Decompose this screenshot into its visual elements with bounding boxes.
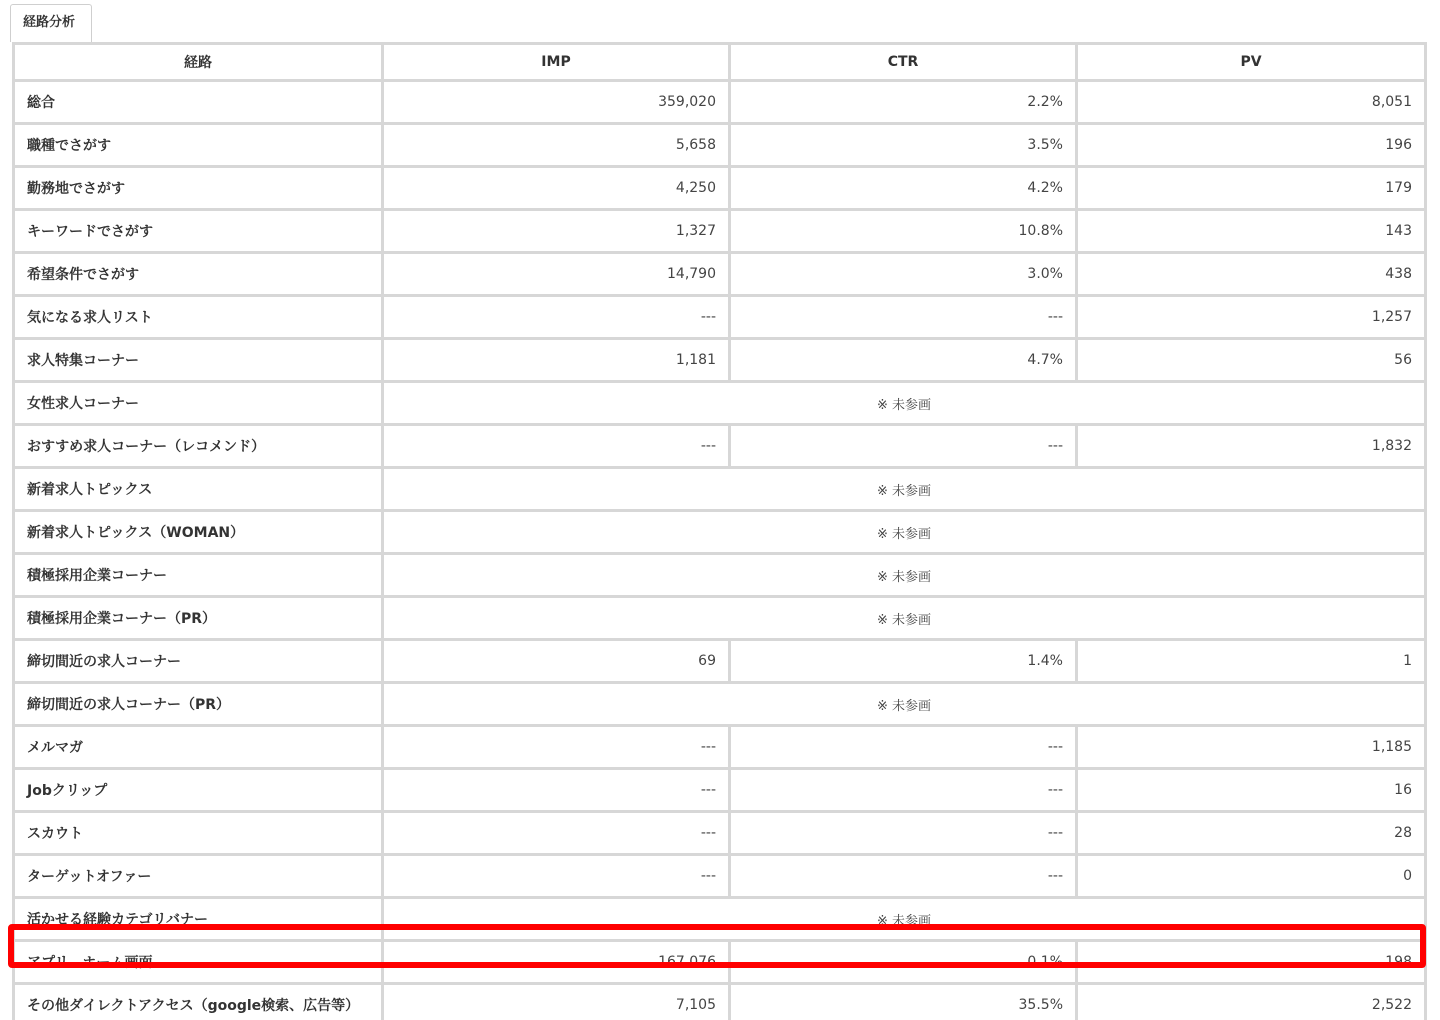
table-row [14, 640, 1426, 683]
imp-cell: 167,076 [383, 941, 730, 984]
ctr-cell: 35.5% [730, 984, 1077, 1020]
table-row [14, 683, 1426, 726]
route-name-cell: 希望条件でさがす [14, 253, 383, 296]
imp-cell: 359,020 [383, 81, 730, 124]
table-body [14, 81, 1426, 1020]
imp-cell: 1,181 [383, 339, 730, 382]
table-row [14, 210, 1426, 253]
imp-cell: 1,327 [383, 210, 730, 253]
ctr-cell: --- [730, 769, 1077, 812]
imp-cell: --- [383, 726, 730, 769]
not-participating-cell: ※ 未参画 [383, 468, 1426, 511]
route-name-cell: アプリ ホーム画面 [14, 941, 383, 984]
route-name-cell: その他ダイレクトアクセス（google検索、広告等） [14, 984, 383, 1020]
pv-cell: 56 [1077, 339, 1426, 382]
route-name-cell: 新着求人トピックス [14, 468, 383, 511]
table-row [14, 253, 1426, 296]
imp-cell: 14,790 [383, 253, 730, 296]
pv-cell: 8,051 [1077, 81, 1426, 124]
table-row [14, 339, 1426, 382]
ctr-cell: 4.2% [730, 167, 1077, 210]
imp-cell: 4,250 [383, 167, 730, 210]
route-name-cell: 積極採用企業コーナー [14, 554, 383, 597]
table-row [14, 726, 1426, 769]
ctr-cell: 3.0% [730, 253, 1077, 296]
imp-cell: 5,658 [383, 124, 730, 167]
table-row [14, 425, 1426, 468]
pv-cell: 438 [1077, 253, 1426, 296]
route-name-cell: メルマガ [14, 726, 383, 769]
table-row [14, 468, 1426, 511]
route-name-cell: Jobクリップ [14, 769, 383, 812]
pv-cell: 1 [1077, 640, 1426, 683]
table-row [14, 124, 1426, 167]
pv-cell: 198 [1077, 941, 1426, 984]
not-participating-cell: ※ 未参画 [383, 683, 1426, 726]
ctr-cell: 0.1% [730, 941, 1077, 984]
not-participating-cell: ※ 未参画 [383, 597, 1426, 640]
table-row [14, 511, 1426, 554]
imp-cell: --- [383, 425, 730, 468]
ctr-cell: 3.5% [730, 124, 1077, 167]
table-row [14, 855, 1426, 898]
imp-cell: 69 [383, 640, 730, 683]
not-participating-cell: ※ 未参画 [383, 554, 1426, 597]
imp-cell: --- [383, 855, 730, 898]
table-row [14, 167, 1426, 210]
route-name-cell: 積極採用企業コーナー（PR） [14, 597, 383, 640]
pv-cell: 1,185 [1077, 726, 1426, 769]
column-header-ctr: CTR [730, 44, 1077, 81]
route-name-cell: ターゲットオファー [14, 855, 383, 898]
column-header-pv: PV [1077, 44, 1426, 81]
route-name-cell: 締切間近の求人コーナー [14, 640, 383, 683]
not-participating-cell: ※ 未参画 [383, 382, 1426, 425]
route-name-cell: 職種でさがす [14, 124, 383, 167]
pv-cell: 179 [1077, 167, 1426, 210]
ctr-cell: --- [730, 812, 1077, 855]
route-name-cell: 気になる求人リスト [14, 296, 383, 339]
table-row [14, 597, 1426, 640]
imp-cell: --- [383, 812, 730, 855]
route-name-cell: 新着求人トピックス（WOMAN） [14, 511, 383, 554]
ctr-cell: --- [730, 296, 1077, 339]
not-participating-cell: ※ 未参画 [383, 511, 1426, 554]
ctr-cell: 4.7% [730, 339, 1077, 382]
tab-route-analysis[interactable]: 経路分析 [10, 4, 92, 42]
table-row [14, 812, 1426, 855]
ctr-cell: --- [730, 425, 1077, 468]
pv-cell: 16 [1077, 769, 1426, 812]
table-header-row [14, 44, 1426, 81]
route-name-cell: スカウト [14, 812, 383, 855]
ctr-cell: 10.8% [730, 210, 1077, 253]
imp-cell: --- [383, 769, 730, 812]
table-row [14, 382, 1426, 425]
column-header-imp: IMP [383, 44, 730, 81]
table-row [14, 769, 1426, 812]
route-name-cell: キーワードでさがす [14, 210, 383, 253]
route-analysis-table [12, 42, 1427, 1020]
pv-cell: 1,257 [1077, 296, 1426, 339]
table-row [14, 984, 1426, 1020]
route-name-cell: 勤務地でさがす [14, 167, 383, 210]
route-name-cell: 女性求人コーナー [14, 382, 383, 425]
pv-cell: 143 [1077, 210, 1426, 253]
pv-cell: 28 [1077, 812, 1426, 855]
ctr-cell: --- [730, 855, 1077, 898]
pv-cell: 1,832 [1077, 425, 1426, 468]
not-participating-cell: ※ 未参画 [383, 898, 1426, 941]
route-name-cell: 求人特集コーナー [14, 339, 383, 382]
pv-cell: 2,522 [1077, 984, 1426, 1020]
table-row [14, 296, 1426, 339]
imp-cell: 7,105 [383, 984, 730, 1020]
route-name-cell: おすすめ求人コーナー（レコメンド） [14, 425, 383, 468]
route-name-cell: 総合 [14, 81, 383, 124]
route-name-cell: 締切間近の求人コーナー（PR） [14, 683, 383, 726]
table-row [14, 81, 1426, 124]
column-header-route: 経路 [14, 44, 383, 81]
table-row [14, 898, 1426, 941]
ctr-cell: --- [730, 726, 1077, 769]
table-row [14, 554, 1426, 597]
ctr-cell: 2.2% [730, 81, 1077, 124]
pv-cell: 0 [1077, 855, 1426, 898]
route-name-cell: 活かせる経験カテゴリバナー [14, 898, 383, 941]
ctr-cell: 1.4% [730, 640, 1077, 683]
imp-cell: --- [383, 296, 730, 339]
pv-cell: 196 [1077, 124, 1426, 167]
table-row [14, 941, 1426, 984]
